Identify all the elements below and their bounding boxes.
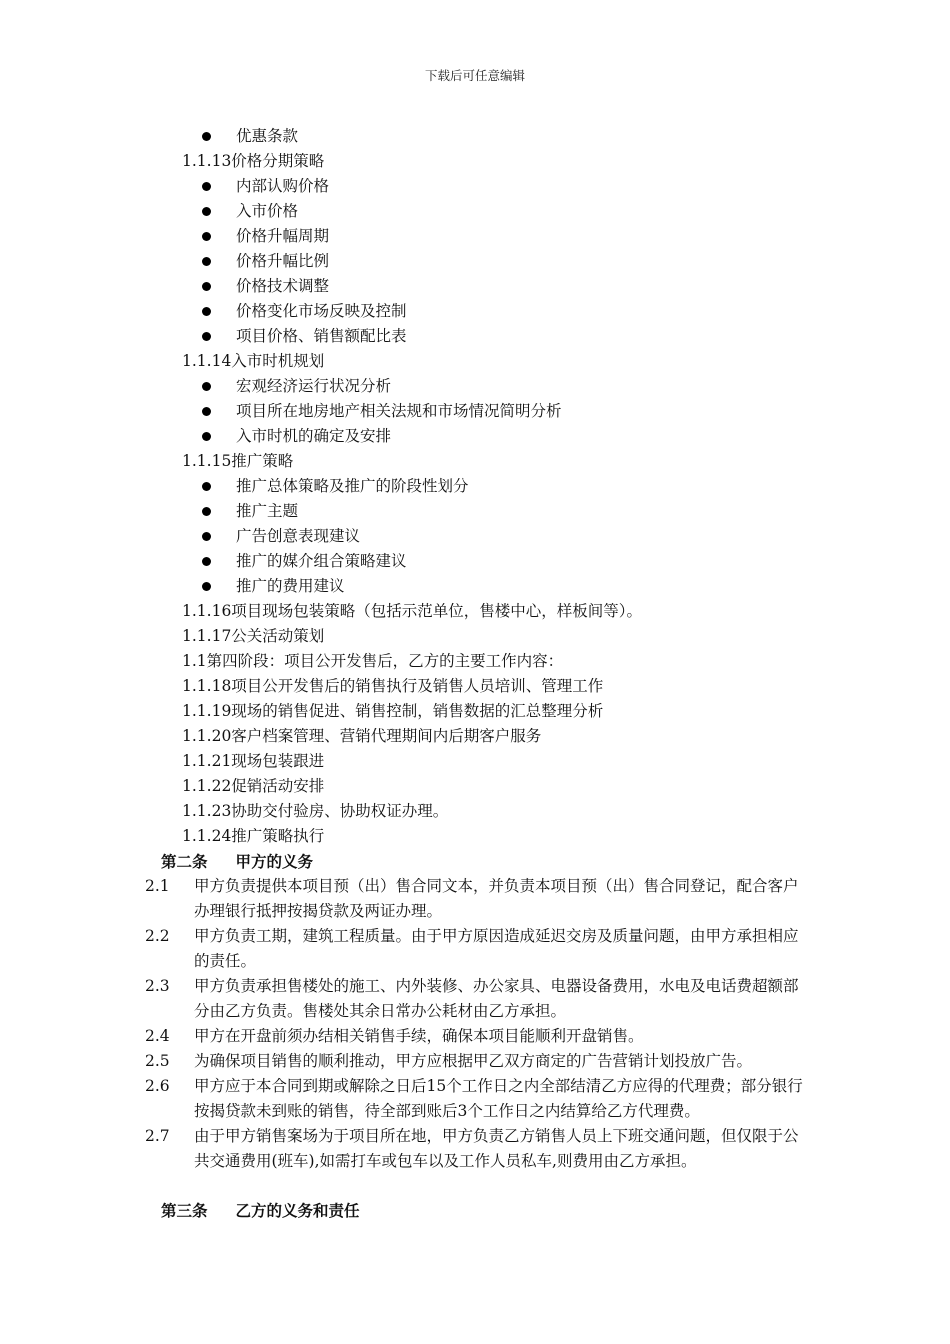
article-2-heading bbox=[0, 849, 950, 874]
article-2-title: 甲方的义务 bbox=[235, 852, 314, 871]
bullet-item bbox=[0, 249, 950, 274]
clause-number: 2.2 bbox=[145, 927, 170, 945]
bullet-item-text: 推广的费用建议 bbox=[236, 577, 345, 595]
clause-number: 2.7 bbox=[145, 1127, 170, 1145]
bullet-item bbox=[0, 224, 950, 249]
bullet-dot-icon bbox=[202, 182, 211, 191]
clause-item bbox=[0, 1049, 950, 1074]
bullet-item-text: 推广总体策略及推广的阶段性划分 bbox=[236, 477, 469, 495]
clause-text: 甲方负责承担售楼处的施工、内外装修、办公家具、电器设备费用，水电及电话费超额部分由乙方负责。售楼处其余日常办公耗材由乙方承担。 bbox=[194, 977, 799, 1020]
bullet-item-text: 广告创意表现建议 bbox=[236, 527, 361, 545]
bullet-item-text: 宏观经济运行状况分析 bbox=[236, 377, 392, 395]
clause-item bbox=[0, 874, 950, 924]
bullet-item-text: 价格技术调整 bbox=[236, 277, 330, 295]
bullet-item bbox=[0, 424, 950, 449]
bullet-item-text: 价格变化市场反映及控制 bbox=[236, 302, 407, 320]
document-body bbox=[0, 124, 950, 1223]
bullet-item bbox=[0, 499, 950, 524]
clause-text: 甲方应于本合同到期或解除之日后15个工作日之内全部结清乙方应得的代理费；部分银行按揭贷款未到账的销售，待全部到账后3个工作日之内结算给乙方代理费。 bbox=[194, 1077, 803, 1120]
bullet-dot-icon bbox=[202, 332, 211, 341]
subsection-heading: 1.1.21现场包装跟进 bbox=[182, 752, 325, 770]
subsection-heading: 1.1.15推广策略 bbox=[182, 452, 294, 470]
clause-number: 2.3 bbox=[145, 977, 170, 995]
bullet-item-text: 优惠条款 bbox=[236, 127, 299, 145]
bullet-item-text: 价格升幅比例 bbox=[236, 252, 330, 270]
bullet-item-text: 项目价格、销售额配比表 bbox=[236, 327, 407, 345]
article-3-title: 乙方的义务和责任 bbox=[235, 1201, 360, 1220]
bullet-dot-icon bbox=[202, 307, 211, 316]
bullet-dot-icon bbox=[202, 132, 211, 141]
clause-text: 由于甲方销售案场为于项目所在地，甲方负责乙方销售人员上下班交通问题，但仅限于公共交通费用(班车),如需打车或包车以及工作人员私车,则费用由乙方承担。 bbox=[194, 1127, 799, 1170]
subsection-heading: 1.1.24推广策略执行 bbox=[182, 827, 325, 845]
subsection-heading: 1.1.14入市时机规划 bbox=[182, 352, 325, 370]
subsection-heading: 1.1.17公关活动策划 bbox=[182, 627, 325, 645]
clause-number: 2.6 bbox=[145, 1077, 170, 1095]
clause-item bbox=[0, 1024, 950, 1049]
subsection-heading: 1.1.13价格分期策略 bbox=[182, 152, 325, 170]
clause-item bbox=[0, 924, 950, 974]
bullet-item-text: 推广的媒介组合策略建议 bbox=[236, 552, 407, 570]
subsection-heading: 1.1.22促销活动安排 bbox=[182, 777, 325, 795]
bullet-dot-icon bbox=[202, 232, 211, 241]
bullet-item bbox=[0, 574, 950, 599]
clause-item bbox=[0, 974, 950, 1024]
article-3-label: 第三条 bbox=[161, 1201, 208, 1220]
bullet-dot-icon bbox=[202, 257, 211, 266]
bullet-item-text: 项目所在地房地产相关法规和市场情况简明分析 bbox=[236, 402, 562, 420]
bullet-dot-icon bbox=[202, 557, 211, 566]
clause-item bbox=[0, 1124, 950, 1174]
subsection-heading: 1.1.23协助交付验房、协助权证办理。 bbox=[182, 802, 449, 820]
bullet-item-text: 内部认购价格 bbox=[236, 177, 330, 195]
bullet-item bbox=[0, 174, 950, 199]
bullet-item bbox=[0, 324, 950, 349]
clause-number: 2.5 bbox=[145, 1052, 170, 1070]
bullet-item bbox=[0, 299, 950, 324]
clause-number: 2.1 bbox=[145, 877, 170, 895]
bullet-dot-icon bbox=[202, 207, 211, 216]
bullet-item bbox=[0, 399, 950, 424]
clause-text: 甲方负责提供本项目预（出）售合同文本，并负责本项目预（出）售合同登记，配合客户办理银行抵押按揭贷款及两证办理。 bbox=[194, 877, 799, 920]
outline-list bbox=[0, 124, 950, 849]
bullet-dot-icon bbox=[202, 282, 211, 291]
subsection-heading: 1.1.19现场的销售促进、销售控制，销售数据的汇总整理分析 bbox=[182, 702, 604, 720]
bullet-dot-icon bbox=[202, 382, 211, 391]
bullet-item-text: 推广主题 bbox=[236, 502, 299, 520]
bullet-dot-icon bbox=[202, 407, 211, 416]
article-2-label: 第二条 bbox=[161, 852, 208, 871]
bullet-item bbox=[0, 549, 950, 574]
clause-text: 甲方在开盘前须办结相关销售手续，确保本项目能顺利开盘销售。 bbox=[194, 1027, 644, 1045]
bullet-item bbox=[0, 199, 950, 224]
bullet-item bbox=[0, 274, 950, 299]
article-3-heading bbox=[0, 1198, 950, 1223]
bullet-dot-icon bbox=[202, 482, 211, 491]
bullet-dot-icon bbox=[202, 582, 211, 591]
bullet-item bbox=[0, 524, 950, 549]
subsection-heading: 1.1.20客户档案管理、营销代理期间内后期客户服务 bbox=[182, 727, 542, 745]
bullet-dot-icon bbox=[202, 507, 211, 516]
bullet-item-text: 价格升幅周期 bbox=[236, 227, 330, 245]
subsection-heading: 1.1第四阶段：项目公开发售后，乙方的主要工作内容： bbox=[182, 652, 564, 670]
subsection-heading: 1.1.18项目公开发售后的销售执行及销售人员培训、管理工作 bbox=[182, 677, 604, 695]
article-2-items bbox=[0, 874, 950, 1174]
bullet-item bbox=[0, 124, 950, 149]
bullet-item bbox=[0, 474, 950, 499]
clause-item bbox=[0, 1074, 950, 1124]
bullet-dot-icon bbox=[202, 532, 211, 541]
bullet-item bbox=[0, 374, 950, 399]
clause-text: 甲方负责工期，建筑工程质量。由于甲方原因造成延迟交房及质量问题，由甲方承担相应的责任。 bbox=[194, 927, 799, 970]
clause-text: 为确保项目销售的顺利推动，甲方应根据甲乙双方商定的广告营销计划投放广告。 bbox=[194, 1052, 753, 1070]
bullet-item-text: 入市时机的确定及安排 bbox=[236, 427, 392, 445]
clause-number: 2.4 bbox=[145, 1027, 170, 1045]
bullet-item-text: 入市价格 bbox=[236, 202, 299, 220]
bullet-dot-icon bbox=[202, 432, 211, 441]
subsection-heading: 1.1.16项目现场包装策略（包括示范单位，售楼中心，样板间等）。 bbox=[182, 602, 643, 620]
page-header: 下载后可任意编辑 bbox=[424, 68, 525, 83]
